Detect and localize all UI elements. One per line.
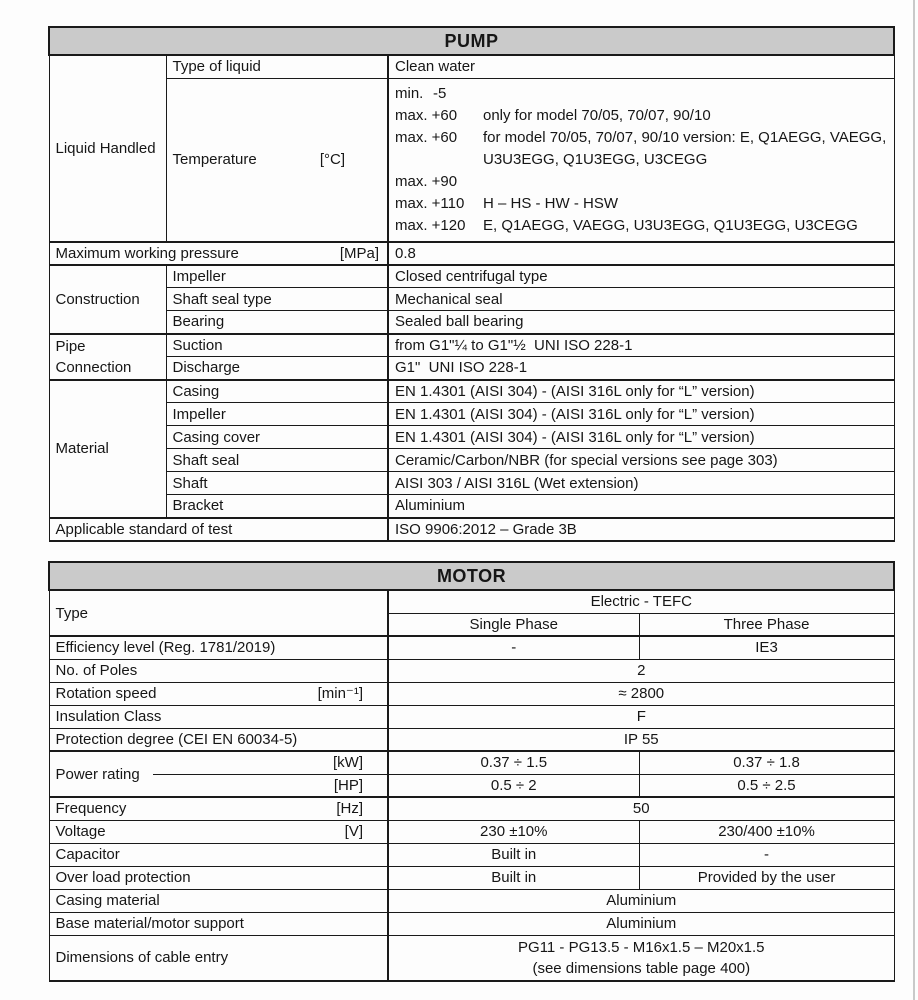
row-shaft-seal-type <box>49 288 894 311</box>
casing-value: EN 1.4301 (AISI 304) - (AISI 316L only for “L” version) <box>388 380 894 403</box>
efficiency-label: Efficiency level (Reg. 1781/2019) <box>49 636 388 659</box>
temperature-line: max. +60 for model 70/05, 70/07, 90/10 version: E, Q1AEGG, VAEGG, <box>395 128 887 146</box>
three-phase-header: Three Phase <box>639 613 894 636</box>
row-base-material <box>49 912 894 935</box>
bearing-label: Bearing <box>166 311 388 334</box>
type-label: Type <box>49 590 388 636</box>
frequency-unit: [Hz] <box>336 800 363 818</box>
row-power-kw <box>49 751 894 774</box>
pump-header-row <box>49 27 894 55</box>
row-type-of-liquid <box>49 55 894 78</box>
row-voltage <box>49 820 894 843</box>
row-type-main <box>49 590 894 613</box>
voltage-three-value: 230/400 ±10% <box>639 820 894 843</box>
rotation-speed-label: Rotation speed <box>55 685 157 702</box>
temperature-line: max. +110 H – HS - HW - HSW <box>395 194 618 212</box>
row-shaft <box>49 472 894 495</box>
row-efficiency <box>49 636 894 659</box>
single-phase-header: Single Phase <box>388 613 639 636</box>
impeller-label: Impeller <box>166 265 388 288</box>
bearing-value: Sealed ball bearing <box>388 311 894 334</box>
max-working-pressure-value: 0.8 <box>388 242 894 265</box>
efficiency-three-value: IE3 <box>639 636 894 659</box>
discharge-label: Discharge <box>166 357 388 380</box>
cable-entry-value-cell <box>388 935 894 981</box>
group-material: Material <box>49 380 166 518</box>
row-overload-protection <box>49 866 894 889</box>
row-rotation-speed <box>49 682 894 705</box>
insulation-value: F <box>388 705 894 728</box>
bracket-value: Aluminium <box>388 495 894 518</box>
power-hp-three-value: 0.5 ÷ 2.5 <box>639 774 894 797</box>
bracket-label: Bracket <box>166 495 388 518</box>
group-construction: Construction <box>49 265 166 334</box>
row-capacitor <box>49 843 894 866</box>
voltage-single-value: 230 ±10% <box>388 820 639 843</box>
protection-value: IP 55 <box>388 728 894 751</box>
cable-entry-value-line2: (see dimensions table page 400) <box>532 959 751 977</box>
cable-entry-value-line1: PG11 - PG13.5 - M16x1.5 – M20x1.5 <box>518 938 765 956</box>
casing-material-value: Aluminium <box>388 889 894 912</box>
row-max-working-pressure <box>49 242 894 265</box>
frequency-value: 50 <box>388 797 894 820</box>
cable-entry-label: Dimensions of cable entry <box>49 935 388 981</box>
frequency-label-cell <box>49 797 388 820</box>
group-pipe-connection: Pipe Connection <box>49 334 166 380</box>
voltage-label-cell <box>49 820 388 843</box>
temperature-label-cell <box>166 78 388 242</box>
protection-label: Protection degree (CEI EN 60034-5) <box>49 728 388 751</box>
row-casing-material <box>49 889 894 912</box>
row-frequency <box>49 797 894 820</box>
power-kw-three-value: 0.37 ÷ 1.8 <box>639 751 894 774</box>
power-rating-label: Power rating <box>49 751 153 797</box>
capacitor-single-value: Built in <box>388 843 639 866</box>
temperature-line: max. +60 only for model 70/05, 70/07, 90/10 <box>395 106 711 124</box>
group-liquid-handled: Liquid Handled <box>49 55 166 242</box>
max-working-pressure-label: Maximum working pressure <box>55 244 239 262</box>
shaft-seal-value: Ceramic/Carbon/NBR (for special versions see page 303) <box>388 449 894 472</box>
temperature-line: U3U3EGG, Q1U3EGG, U3CEGG <box>483 150 708 168</box>
max-working-pressure-unit: [MPa] <box>339 244 379 262</box>
motor-header-row <box>49 562 894 590</box>
shaft-seal-type-value: Mechanical seal <box>388 288 894 311</box>
applicable-standard-label: Applicable standard of test <box>49 518 388 541</box>
impeller-material-value: EN 1.4301 (AISI 304) - (AISI 316L only for “L” version) <box>388 403 894 426</box>
temperature-label: Temperature <box>172 151 257 168</box>
row-shaft-seal <box>49 449 894 472</box>
row-power-hp <box>49 774 894 797</box>
row-insulation <box>49 705 894 728</box>
power-hp-unit: [HP] <box>333 776 363 794</box>
poles-value: 2 <box>388 659 894 682</box>
impeller-value: Closed centrifugal type <box>388 265 894 288</box>
voltage-label: Voltage <box>55 823 106 840</box>
type-of-liquid-value: Clean water <box>388 55 894 78</box>
casing-label: Casing <box>166 380 388 403</box>
casing-material-label: Casing material <box>49 889 388 912</box>
row-applicable-standard <box>49 518 894 541</box>
impeller-material-label: Impeller <box>166 403 388 426</box>
shaft-seal-type-label: Shaft seal type <box>166 288 388 311</box>
pump-table-title: PUMP <box>49 27 894 55</box>
frequency-label: Frequency <box>55 800 127 818</box>
casing-cover-label: Casing cover <box>166 426 388 449</box>
row-suction <box>49 334 894 357</box>
row-impeller <box>49 265 894 288</box>
overload-single-value: Built in <box>388 866 639 889</box>
capacitor-three-value: - <box>639 843 894 866</box>
row-protection <box>49 728 894 751</box>
shaft-value: AISI 303 / AISI 316L (Wet extension) <box>388 472 894 495</box>
discharge-value: G1" UNI ISO 228-1 <box>388 357 894 380</box>
casing-cover-value: EN 1.4301 (AISI 304) - (AISI 316L only for “L” version) <box>388 426 894 449</box>
max-working-pressure-label-cell <box>49 242 388 265</box>
power-hp-unit-cell <box>153 774 388 797</box>
motor-table-title: MOTOR <box>49 562 894 590</box>
page-edge-line <box>913 0 915 1000</box>
power-kw-unit-cell <box>153 751 388 774</box>
temperature-line: min. -5 <box>395 84 447 102</box>
row-temperature <box>49 78 894 242</box>
rotation-speed-value: ≈ 2800 <box>388 682 894 705</box>
temperature-line: max. +120 E, Q1AEGG, VAEGG, U3U3EGG, Q1U3EGG, U3CEGG <box>395 216 858 234</box>
overload-three-value: Provided by the user <box>639 866 894 889</box>
power-kw-single-value: 0.37 ÷ 1.5 <box>388 751 639 774</box>
row-casing-cover <box>49 426 894 449</box>
row-casing <box>49 380 894 403</box>
overload-label: Over load protection <box>49 866 388 889</box>
row-discharge <box>49 357 894 380</box>
type-of-liquid-label: Type of liquid <box>166 55 388 78</box>
applicable-standard-value: ISO 9906:2012 – Grade 3B <box>388 518 894 541</box>
power-hp-single-value: 0.5 ÷ 2 <box>388 774 639 797</box>
suction-label: Suction <box>166 334 388 357</box>
capacitor-label: Capacitor <box>49 843 388 866</box>
row-bearing <box>49 311 894 334</box>
row-cable-entry <box>49 935 894 981</box>
efficiency-single-value: - <box>388 636 639 659</box>
shaft-label: Shaft <box>166 472 388 495</box>
pump-spec-table <box>48 26 895 542</box>
temperature-value-cell <box>388 78 894 242</box>
base-material-value: Aluminium <box>388 912 894 935</box>
rotation-speed-unit: [min⁻¹] <box>317 685 363 702</box>
shaft-seal-label: Shaft seal <box>166 449 388 472</box>
motor-spec-table <box>48 561 895 982</box>
row-impeller-material <box>49 403 894 426</box>
temperature-unit: [°C] <box>319 151 345 168</box>
row-poles <box>49 659 894 682</box>
voltage-unit: [V] <box>344 823 363 840</box>
insulation-label: Insulation Class <box>49 705 388 728</box>
type-value: Electric - TEFC <box>388 590 894 613</box>
base-material-label: Base material/motor support <box>49 912 388 935</box>
row-bracket <box>49 495 894 518</box>
temperature-line: max. +90 <box>395 172 458 190</box>
power-kw-unit: [kW] <box>333 754 363 772</box>
rotation-speed-label-cell <box>49 682 388 705</box>
suction-value: from G1"¼ to G1"½ UNI ISO 228-1 <box>388 334 894 357</box>
poles-label: No. of Poles <box>49 659 388 682</box>
